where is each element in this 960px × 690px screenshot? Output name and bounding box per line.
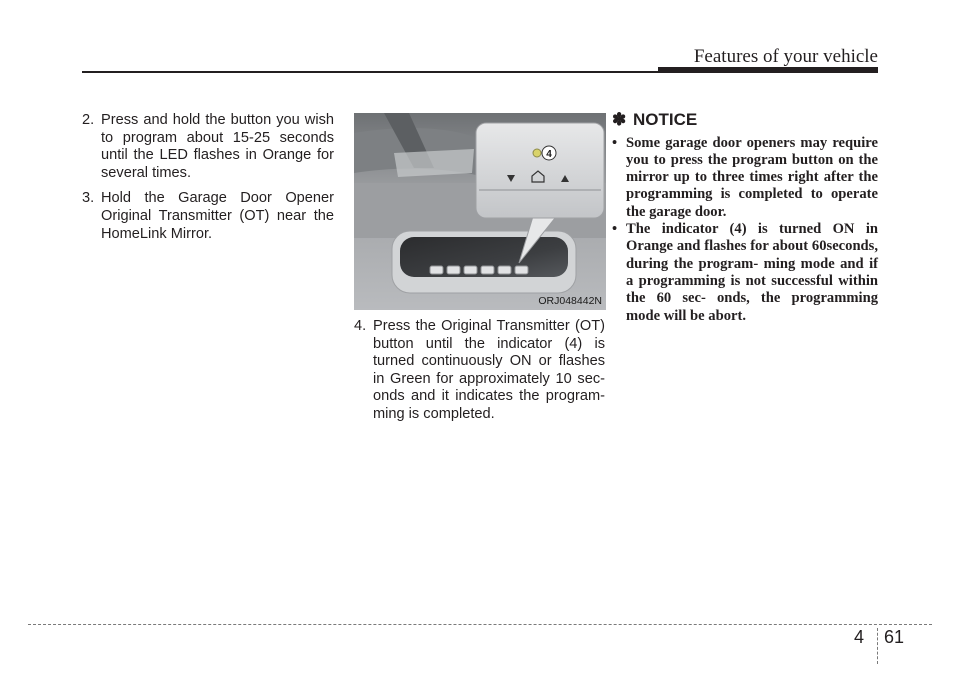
notice-bullet-text: Some garage door openers may require you to press the program button on the mirror up to three times right after the programming is completed to operate the garage door.: [626, 134, 878, 220]
bullet-icon: •: [612, 134, 618, 151]
notice-bullet: [612, 135, 878, 221]
notice-title-text: NOTICE: [632, 110, 698, 129]
step-number: 3.: [82, 190, 95, 207]
notice-title: [612, 111, 878, 129]
step-4: [354, 318, 605, 424]
notice-bullet-text: The indicator (4) is turned ON in Orange and flashes for about 60seconds, during the program- ming mode and if a programming is not successful within the 60 sec- onds, the programming mode will be abort.: [626, 221, 878, 324]
notice-bullet: [612, 221, 878, 325]
header-title: Features of your vehicle: [693, 46, 878, 67]
mirror-photo: [354, 113, 606, 310]
header-rule: [82, 71, 662, 73]
console-light: [394, 149, 474, 177]
step-number: 4.: [354, 318, 367, 334]
callout-label: 4: [546, 149, 552, 160]
chapter-number: 4: [854, 627, 865, 647]
step-2: [82, 112, 334, 182]
footer-divider: [877, 628, 878, 664]
left-column: [82, 112, 334, 251]
step-3: [82, 190, 334, 243]
notice-asterisk-icon: ✽: [612, 110, 627, 129]
page-number: 61: [884, 627, 905, 647]
notice-box: [612, 111, 878, 325]
step-text: Hold the Garage Door Opener Original Transmitter (OT) near the HomeLink Mirror.: [101, 190, 334, 242]
step-text: Press the Original Transmitter (OT) button until the indicator (4) is turned continuously ON or flashes in Green for approximately 10 sec- onds and it indicates the program- ming is completed.: [373, 318, 605, 422]
bullet-icon: •: [612, 221, 618, 238]
step-number: 2.: [82, 112, 95, 128]
callout-box: [476, 123, 604, 218]
indicator-led: [533, 149, 541, 157]
middle-column: [354, 318, 605, 432]
homelink-mirror-illustration: [354, 113, 606, 310]
step-text: Press and hold the button you wish to program about 15-25 seconds until the LED flashes in Orange for several times.: [101, 112, 334, 181]
header-rule-accent: [658, 67, 878, 73]
footer-rule: [28, 624, 932, 625]
figure-code: ORJ048442N: [538, 295, 602, 307]
